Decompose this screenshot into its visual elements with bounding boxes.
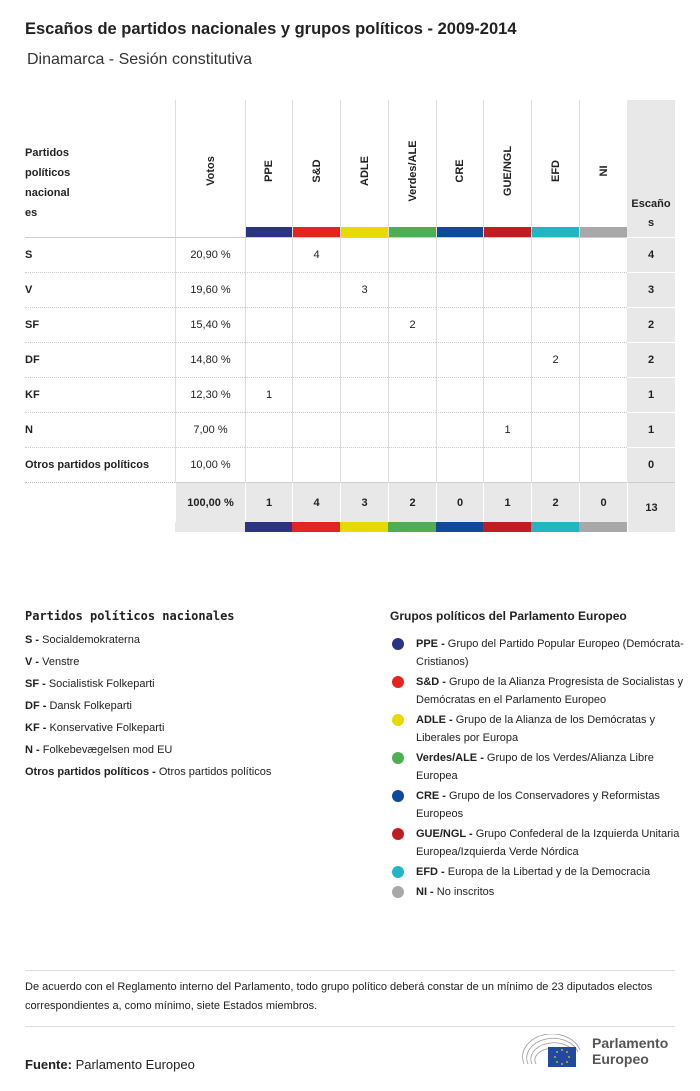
seat-cell <box>579 237 627 272</box>
header-group-7 <box>579 100 627 237</box>
logo-line1: Parlamento <box>592 1035 669 1051</box>
party-cell: N <box>25 412 175 447</box>
legend-abbr: Verdes/ALE - <box>416 752 487 764</box>
seat-cell <box>579 447 627 482</box>
group-color-bar-bottom <box>531 522 579 532</box>
legend-text <box>416 635 685 671</box>
votes-cell: 12,30 % <box>175 377 245 412</box>
legend-name: Grupo de los Verdes/Alianza Libre Europea <box>416 752 654 782</box>
seat-cell <box>245 307 292 342</box>
seat-cell <box>388 412 436 447</box>
seat-cell <box>579 412 627 447</box>
legend-abbr: KF - <box>25 722 50 734</box>
seat-cell <box>531 272 579 307</box>
group-dot-icon <box>392 866 404 878</box>
group-label: S&D <box>310 159 323 183</box>
parliament-logo <box>520 1034 668 1068</box>
legend-abbr: DF - <box>25 700 50 712</box>
legend-political-groups <box>390 605 685 903</box>
group-label: Verdes/ALE <box>406 140 419 202</box>
group-dot-icon <box>392 638 404 650</box>
legend-name: Konservative Folkeparti <box>49 722 165 734</box>
legend-item <box>390 711 685 747</box>
legend-abbr: ADLE - <box>416 714 456 726</box>
seat-cell <box>245 342 292 377</box>
party-cell: Otros partidos políticos <box>25 447 175 482</box>
seat-cell <box>292 447 340 482</box>
logo-line2: Europeo <box>592 1051 649 1067</box>
group-total: 3 <box>340 482 388 522</box>
seat-cell <box>579 272 627 307</box>
group-total: 1 <box>245 482 292 522</box>
seat-cell <box>340 342 388 377</box>
party-cell: SF <box>25 307 175 342</box>
seat-cell: 3 <box>340 272 388 307</box>
group-dot-icon <box>392 752 404 764</box>
spacer <box>25 522 175 532</box>
group-color-bar <box>484 227 531 237</box>
header-votes-label: Votos <box>204 156 217 186</box>
seat-cell <box>436 447 483 482</box>
party-cell: S <box>25 237 175 272</box>
seat-cell <box>579 342 627 377</box>
legend-abbr: S - <box>25 634 43 646</box>
seat-cell <box>340 377 388 412</box>
group-label: EFD <box>549 160 562 182</box>
votes-cell: 19,60 % <box>175 272 245 307</box>
legend-item <box>390 863 685 881</box>
seat-cell <box>579 377 627 412</box>
party-cell: DF <box>25 342 175 377</box>
totals-label-cell <box>25 482 175 522</box>
seats-total-cell: 2 <box>627 307 675 342</box>
spacer <box>175 522 245 532</box>
votes-cell: 15,40 % <box>175 307 245 342</box>
seat-cell <box>292 272 340 307</box>
legend-item <box>25 695 271 717</box>
header-votes-cell <box>175 100 245 237</box>
legend-abbr: PPE - <box>416 638 448 650</box>
seat-cell <box>436 237 483 272</box>
seat-cell: 1 <box>245 377 292 412</box>
legend-abbr: CRE - <box>416 790 449 802</box>
legend-abbr: N - <box>25 744 43 756</box>
source-label: Fuente: <box>25 1057 72 1072</box>
legend-abbr: V - <box>25 656 43 668</box>
group-color-bar-bottom <box>388 522 436 532</box>
group-color-bar <box>389 227 436 237</box>
source-value: Parlamento Europeo <box>75 1057 195 1072</box>
seat-cell <box>340 307 388 342</box>
hemicycle-eu-flag-icon <box>520 1034 584 1068</box>
legend-text <box>416 883 494 901</box>
group-dot-icon <box>392 676 404 688</box>
source <box>25 1057 195 1072</box>
seat-cell <box>388 377 436 412</box>
legend-abbr: Otros partidos políticos - <box>25 766 159 778</box>
seat-cell: 1 <box>483 412 531 447</box>
header-group-1 <box>292 100 340 237</box>
legend-heading: Grupos políticos del Parlamento Europeo <box>390 609 627 623</box>
seat-cell: 2 <box>388 307 436 342</box>
legend-abbr: NI - <box>416 886 437 898</box>
group-label: NI <box>597 165 610 177</box>
seat-cell <box>388 237 436 272</box>
legend-text <box>416 825 685 861</box>
group-color-bar-bottom <box>483 522 531 532</box>
seats-total-cell: 3 <box>627 272 675 307</box>
group-color-bar-bottom <box>292 522 340 532</box>
seat-cell <box>436 377 483 412</box>
seat-cell <box>292 377 340 412</box>
seat-cell: 4 <box>292 237 340 272</box>
seat-cell <box>483 272 531 307</box>
seat-cell <box>388 447 436 482</box>
header-group-4 <box>436 100 483 237</box>
group-color-bar <box>437 227 483 237</box>
group-dot-icon <box>392 790 404 802</box>
seat-cell <box>388 342 436 377</box>
seat-cell <box>292 307 340 342</box>
group-color-bar-bottom <box>579 522 627 532</box>
seat-cell <box>483 307 531 342</box>
group-dot-icon <box>392 714 404 726</box>
group-color-bar-bottom <box>436 522 483 532</box>
seat-cell <box>531 447 579 482</box>
header-seats-cell <box>627 100 675 237</box>
seat-cell <box>436 412 483 447</box>
seat-cell <box>436 307 483 342</box>
seat-cell <box>436 272 483 307</box>
legend-item <box>390 749 685 785</box>
page-title: Escaños de partidos nacionales y grupos políticos - 2009-2014 <box>25 20 517 38</box>
legend-national-parties <box>25 605 271 783</box>
votes-total: 100,00 % <box>175 482 245 522</box>
group-color-bar <box>532 227 579 237</box>
group-color-bar <box>293 227 340 237</box>
legend-name: Grupo de los Conservadores y Reformistas Europeos <box>416 790 660 820</box>
seat-cell <box>436 342 483 377</box>
footnote: De acuerdo con el Reglamento interno del Parlamento, todo grupo político deberá constar de un mínimo de 23 diputados electos correspondientes a, como mínimo, siete Estados miembros. <box>25 970 675 1027</box>
seat-cell <box>531 412 579 447</box>
legend-text <box>416 673 685 709</box>
seat-cell <box>292 412 340 447</box>
seats-total-cell: 1 <box>627 412 675 447</box>
legend-name: Grupo de la Alianza Progresista de Socialistas y Demócratas en el Parlamento Europeo <box>416 676 684 706</box>
legend-item <box>390 883 685 901</box>
legend-abbr: SF - <box>25 678 49 690</box>
group-total: 4 <box>292 482 340 522</box>
legend-item <box>390 635 685 671</box>
seat-cell <box>388 272 436 307</box>
legend-name: Socialdemokraterna <box>42 634 140 646</box>
votes-cell: 14,80 % <box>175 342 245 377</box>
seats-grand-total: 13 <box>627 482 675 532</box>
seats-table <box>25 100 675 532</box>
header-party: Partidos políticos nacional es <box>25 147 71 219</box>
page-subtitle: Dinamarca - Sesión constitutiva <box>27 51 252 68</box>
seats-total-cell: 2 <box>627 342 675 377</box>
legend-abbr: EFD - <box>416 866 448 878</box>
group-color-bar <box>341 227 388 237</box>
seat-cell <box>340 447 388 482</box>
group-dot-icon <box>392 886 404 898</box>
legend-name: Grupo Confederal de la Izquierda Unitaria Europea/Izquierda Verde Nórdica <box>416 828 680 858</box>
legend-item <box>25 761 271 783</box>
group-dot-icon <box>392 828 404 840</box>
seat-cell <box>483 342 531 377</box>
seats-total-cell: 1 <box>627 377 675 412</box>
seat-cell <box>245 447 292 482</box>
header-party-cell <box>25 100 175 237</box>
legend-item <box>390 825 685 861</box>
group-color-bar-bottom <box>245 522 292 532</box>
legend-text <box>416 863 650 881</box>
group-total: 2 <box>531 482 579 522</box>
header-group-5 <box>483 100 531 237</box>
legend-item <box>390 673 685 709</box>
seat-cell <box>245 272 292 307</box>
seat-cell: 2 <box>531 342 579 377</box>
legend-name: Folkebevægelsen mod EU <box>42 744 173 756</box>
group-total: 0 <box>579 482 627 522</box>
seat-cell <box>292 342 340 377</box>
seat-cell <box>245 412 292 447</box>
votes-cell: 10,00 % <box>175 447 245 482</box>
header-group-6 <box>531 100 579 237</box>
legend-heading: Partidos políticos nacionales <box>25 609 235 623</box>
group-total: 0 <box>436 482 483 522</box>
legend-name: Socialistisk Folkeparti <box>48 678 155 690</box>
seat-cell <box>531 237 579 272</box>
header-group-0 <box>245 100 292 237</box>
group-label: PPE <box>263 159 275 182</box>
seat-cell <box>483 377 531 412</box>
votes-cell: 7,00 % <box>175 412 245 447</box>
legend-abbr: S&D - <box>416 676 449 688</box>
legend-item <box>25 673 271 695</box>
group-total: 2 <box>388 482 436 522</box>
seat-cell <box>483 237 531 272</box>
seats-total-cell: 4 <box>627 237 675 272</box>
group-color-bar <box>580 227 627 237</box>
votes-cell: 20,90 % <box>175 237 245 272</box>
legend-name: Venstre <box>42 656 80 668</box>
legend-text <box>416 711 685 747</box>
header-group-3 <box>388 100 436 237</box>
seat-cell <box>483 447 531 482</box>
seat-cell <box>531 307 579 342</box>
legend-text <box>416 787 685 823</box>
party-cell: V <box>25 272 175 307</box>
seat-cell <box>245 237 292 272</box>
seats-total-cell: 0 <box>627 447 675 482</box>
group-color-bar-bottom <box>340 522 388 532</box>
legend-item <box>25 717 271 739</box>
header-group-2 <box>340 100 388 237</box>
group-label: CRE <box>454 159 466 183</box>
group-color-bar <box>246 227 292 237</box>
legend-item <box>25 629 271 651</box>
legend-name: Grupo de la Alianza de los Demócratas y Liberales por Europa <box>416 714 656 744</box>
legend-name: No inscritos <box>436 886 495 898</box>
group-label: ADLE <box>358 156 371 186</box>
legend-item <box>390 787 685 823</box>
legend-name: Grupo del Partido Popular Europeo (Demócrata-Cristianos) <box>416 638 684 668</box>
header-seats: Escaño s <box>631 198 671 229</box>
legend-abbr: GUE/NGL - <box>416 828 476 840</box>
legend-name: Dansk Folkeparti <box>49 700 132 712</box>
legend-item <box>25 651 271 673</box>
seat-cell <box>340 237 388 272</box>
legend-name: Otros partidos políticos <box>158 766 272 778</box>
seat-cell <box>340 412 388 447</box>
legend-item <box>25 739 271 761</box>
seat-cell <box>579 307 627 342</box>
legend-name: Europa de la Libertad y de la Democracia <box>447 866 651 878</box>
party-cell: KF <box>25 377 175 412</box>
seat-cell <box>531 377 579 412</box>
legend-text <box>416 749 685 785</box>
group-label: GUE/NGL <box>501 145 514 197</box>
group-total: 1 <box>483 482 531 522</box>
